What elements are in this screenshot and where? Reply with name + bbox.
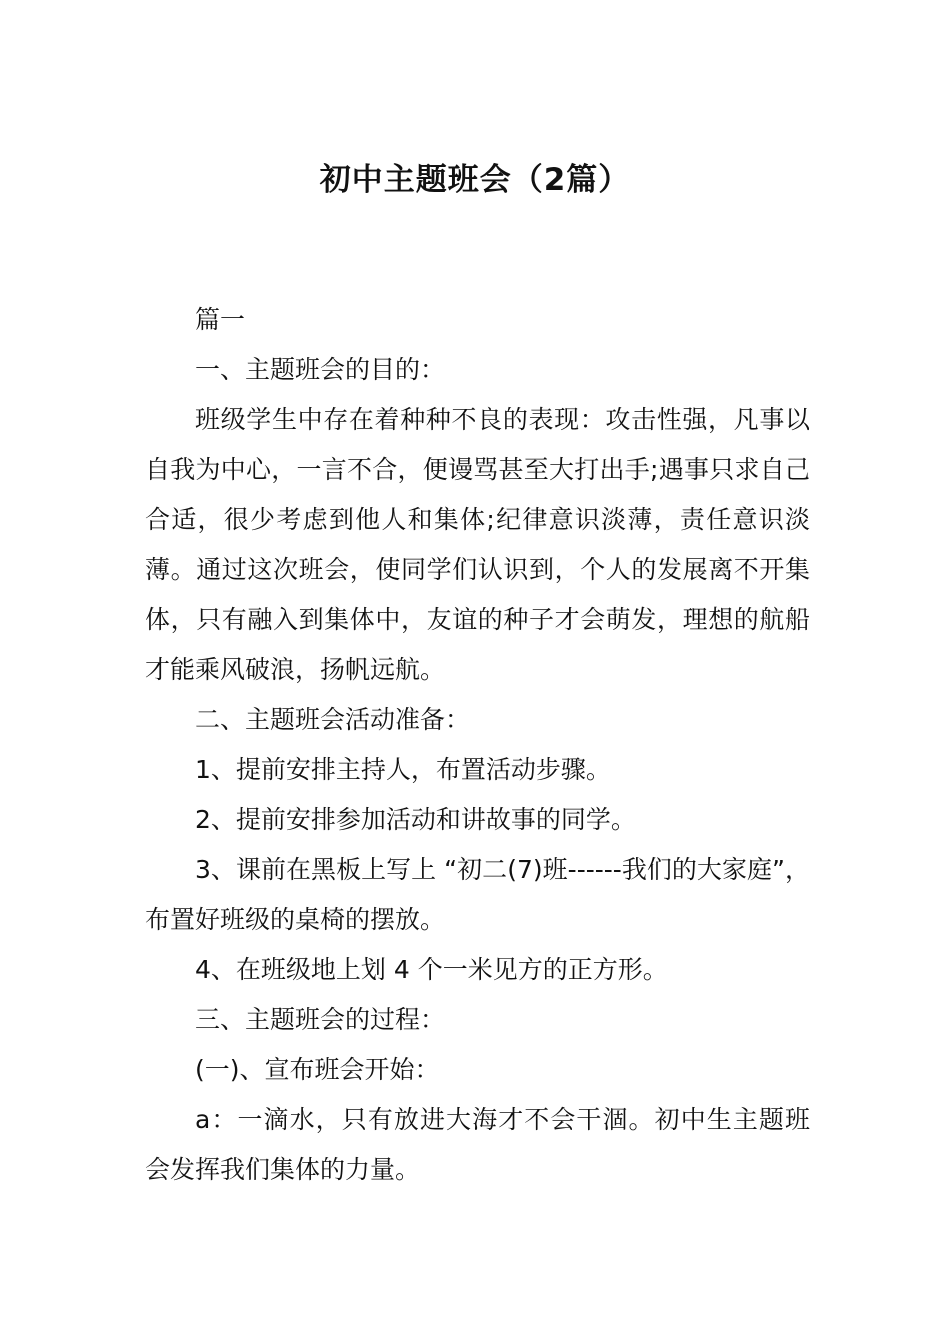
preparation-item-1: 1、提前安排主持人，布置活动步骤。: [195, 755, 611, 784]
section-label: 篇一: [195, 305, 246, 334]
heading-process: 三、主题班会的过程：: [195, 1005, 446, 1034]
heading-purpose: 一、主题班会的目的：: [195, 355, 446, 384]
preparation-item-2: 2、提前安排参加活动和讲故事的同学。: [195, 805, 636, 834]
heading-preparation: 二、主题班会活动准备：: [195, 705, 471, 734]
process-dialogue-a: a：一滴水，只有放进大海才不会干涸。初中生主题班会发挥我们集体的力量。: [145, 1105, 810, 1184]
preparation-item-3: 3、课前在黑板上写上 “初二(7)班------我们的大家庭”，布置好班级的桌椅的摆放。: [145, 855, 810, 934]
document-title: 初中主题班会（2篇）: [319, 162, 631, 198]
preparation-item-4: 4、在班级地上划 4 个一米见方的正方形。: [195, 955, 668, 984]
process-step-1: (一)、宣布班会开始：: [195, 1055, 440, 1084]
paragraph-purpose: 班级学生中存在着种种不良的表现：攻击性强，凡事以自我为中心，一言不合，便谩骂甚至大打出手;遇事只求自己合适，很少考虑到他人和集体;纪律意识淡薄，责任意识淡薄。通过这次班会，使同学们认识到，个人的发展离不开集体，只有融入到集体中，友谊的种子才会萌发，理想的航船才能乘风破浪，扬帆远航。: [145, 405, 810, 684]
document-body: [145, 295, 810, 1195]
